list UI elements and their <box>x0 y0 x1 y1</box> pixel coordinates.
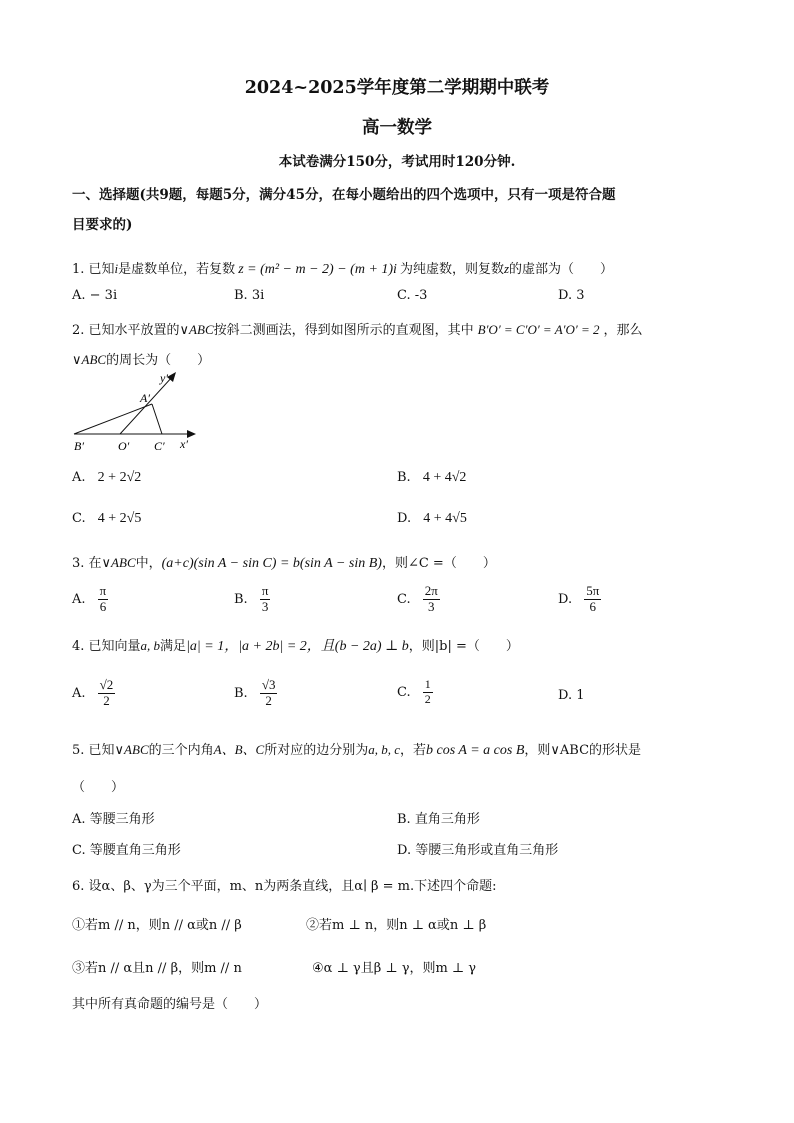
q5-equation: b cos A = a cos B <box>426 743 525 758</box>
label-a: A′ <box>140 391 150 405</box>
question-2-line2 <box>72 349 210 368</box>
q3-option-b-label: B. <box>234 591 248 607</box>
q2-option-a-value: 2 + 2√2 <box>97 470 142 485</box>
subject-title: 高一数学 <box>362 118 432 138</box>
q4-option-c-fraction <box>423 678 433 707</box>
q1-formula: z = (m² − m − 2) − (m + 1)i <box>238 262 397 277</box>
q1-option-b[interactable]: B. 3i <box>234 288 265 303</box>
q2-option-c-label: C. <box>72 511 86 526</box>
q4-option-a-fraction <box>98 678 116 709</box>
q5-answer-bracket: （ ） <box>72 780 125 795</box>
side-a-c <box>152 404 162 434</box>
q3-mid: 中， <box>135 556 162 571</box>
q5-mid: 的三个内角 <box>148 743 214 758</box>
q2-option-d-label: D. <box>397 511 412 526</box>
q4-mid: 满足 <box>160 639 187 654</box>
q4-a-den: 2 <box>98 693 116 709</box>
q2-suffix: ，那么 <box>603 323 643 338</box>
q2-option-b-value: 4 + 4√2 <box>422 470 467 485</box>
q2-option-d-value: 4 + 4√5 <box>423 511 467 526</box>
question-1 <box>72 258 613 278</box>
label-x: x′ <box>180 437 188 451</box>
exam-note: 本试卷满分150分，考试用时120分钟. <box>278 154 516 170</box>
q2-triangle-2: ∨ABC <box>72 352 107 367</box>
q1-option-c[interactable]: C. -3 <box>397 288 428 303</box>
q4-option-d[interactable]: D. 1 <box>558 688 585 703</box>
q3-option-a-fraction <box>98 584 109 615</box>
q2-mid: 按斜二测画法，得到如图所示的直观图，其中 <box>213 323 474 338</box>
label-b: B′ <box>74 439 84 453</box>
q6-ask: 其中所有真命题的编号是（ ） <box>72 997 268 1012</box>
q3-equation: (a+c)(sin A − sin C) = b(sin A − sin B) <box>161 556 382 571</box>
q3-option-a-label: A. <box>72 591 86 607</box>
q2-triangle: ∨ABC <box>179 322 214 337</box>
q3-a-num: π <box>99 583 107 598</box>
q5-suffix: ，则∨ABC的形状是 <box>524 743 642 758</box>
q2-option-c[interactable] <box>72 511 141 527</box>
q3-c-num: 2π <box>424 583 438 598</box>
q5-option-d[interactable]: D. 等腰三角形或直角三角形 <box>397 843 559 858</box>
q2-option-a-label: A. <box>72 470 86 485</box>
question-3 <box>72 552 496 572</box>
q4-option-c[interactable] <box>397 678 433 707</box>
q1-option-d[interactable]: D. 3 <box>558 288 585 303</box>
x-axis-arrow <box>187 430 196 438</box>
q3-option-a[interactable] <box>72 584 108 615</box>
q3-a-den: 6 <box>98 599 109 615</box>
q4-option-a[interactable] <box>72 678 115 709</box>
q1-suffix: 为纯虚数，则复数 <box>399 262 504 277</box>
q3-b-num: π <box>261 583 269 598</box>
q3-b-den: 3 <box>260 599 271 615</box>
q4-c-num: 1 <box>424 677 431 691</box>
q1-z-symbol: z <box>503 261 510 276</box>
q5-mid3: ，若 <box>400 743 427 758</box>
q4-a-num: √2 <box>99 677 114 692</box>
q3-d-den: 6 <box>584 599 601 615</box>
q5-sides: a, b, c <box>368 742 400 757</box>
oblique-projection-figure <box>70 368 200 458</box>
q4-prefix: 4. 已知向量 <box>72 639 141 654</box>
q2-option-b[interactable] <box>397 470 466 486</box>
q4-option-a-label: A. <box>72 685 86 701</box>
q2-line2: 的周长为（ ） <box>106 353 211 368</box>
q2-option-c-value: 4 + 2√5 <box>97 511 142 526</box>
question-6-stem: 6. 设α、β、γ为三个平面，m、n为两条直线，且α∣ β = m.下述四个命题: <box>72 879 497 894</box>
q3-d-num: 5π <box>586 583 600 598</box>
q4-vectors: a, b <box>140 638 161 653</box>
q5-triangle: ∨ABC <box>114 742 149 757</box>
q2-option-d[interactable] <box>397 511 467 527</box>
q6-proposition-2: ②若m ⊥ n，则n ⊥ α或n ⊥ β <box>306 918 487 933</box>
q3-triangle: ∨ABC <box>101 555 136 570</box>
q3-option-b-fraction <box>260 584 271 615</box>
label-y: y′ <box>160 371 168 385</box>
q1-tail: 的虚部为（ ） <box>509 262 614 277</box>
q3-suffix: ，则∠C =（ ） <box>381 556 496 571</box>
q4-option-b-fraction <box>260 678 278 709</box>
q3-option-d-label: D. <box>558 591 573 607</box>
q1-prefix: 1. 已知 <box>72 262 115 277</box>
q3-option-c-fraction <box>423 584 440 615</box>
q2-prefix: 2. 已知水平放置的 <box>72 323 180 338</box>
q2-option-a[interactable] <box>72 470 141 486</box>
q6-proposition-1: ①若m // n，则n // α或n // β <box>72 918 242 933</box>
q4-conditions: |a| = 1，|a + 2b| = 2，且(b − 2a) ⊥ b <box>186 639 409 654</box>
q4-b-num: √3 <box>261 677 276 692</box>
question-5-line1 <box>72 739 641 759</box>
q4-c-den: 2 <box>424 691 431 706</box>
q3-option-c-label: C. <box>397 591 411 607</box>
q1-i-symbol: i <box>114 261 119 276</box>
q6-proposition-3: ③若n // α且n // β，则m // n <box>72 961 242 976</box>
q2-condition: B′O′ = C′O′ = A′O′ = 2 <box>477 322 600 337</box>
q3-option-c[interactable] <box>397 584 440 615</box>
label-o: O′ <box>118 439 130 453</box>
question-4 <box>72 635 519 655</box>
q5-prefix: 5. 已知 <box>72 743 115 758</box>
q5-option-b[interactable]: B. 直角三角形 <box>397 812 480 827</box>
q1-mid: 是虚数单位，若复数 <box>118 262 236 277</box>
section-heading-line2: 目要求的) <box>72 217 133 233</box>
q6-proposition-4: ④α ⊥ γ且β ⊥ γ，则m ⊥ γ <box>312 961 477 976</box>
q3-c-den: 3 <box>423 599 440 615</box>
q4-option-b[interactable] <box>234 678 277 709</box>
q5-angles: A、B、C <box>213 742 265 757</box>
q4-suffix: ，则|b| =（ ） <box>408 639 519 654</box>
exam-title: 2024~2025学年度第二学期期中联考 <box>244 78 550 98</box>
q3-option-d[interactable] <box>558 584 601 615</box>
q3-option-d-fraction <box>584 584 601 615</box>
q4-b-den: 2 <box>260 693 278 709</box>
question-2-line1 <box>72 319 643 338</box>
q5-option-c[interactable]: C. 等腰直角三角形 <box>72 843 181 858</box>
q1-option-a[interactable]: A. − 3i <box>72 288 118 303</box>
q3-prefix: 3. 在 <box>72 556 102 571</box>
q4-option-b-label: B. <box>234 685 248 701</box>
section-heading-line1: 一、选择题(共9题，每题5分，满分45分，在每小题给出的四个选项中，只有一项是符合题 <box>72 187 616 203</box>
q3-option-b[interactable] <box>234 584 270 615</box>
q5-mid2: 所对应的边分别为 <box>264 743 369 758</box>
q4-option-c-label: C. <box>397 684 411 700</box>
q5-option-a[interactable]: A. 等腰三角形 <box>72 812 155 827</box>
q2-option-b-label: B. <box>397 470 411 485</box>
label-c: C′ <box>154 439 165 453</box>
side-b-a <box>74 404 152 434</box>
